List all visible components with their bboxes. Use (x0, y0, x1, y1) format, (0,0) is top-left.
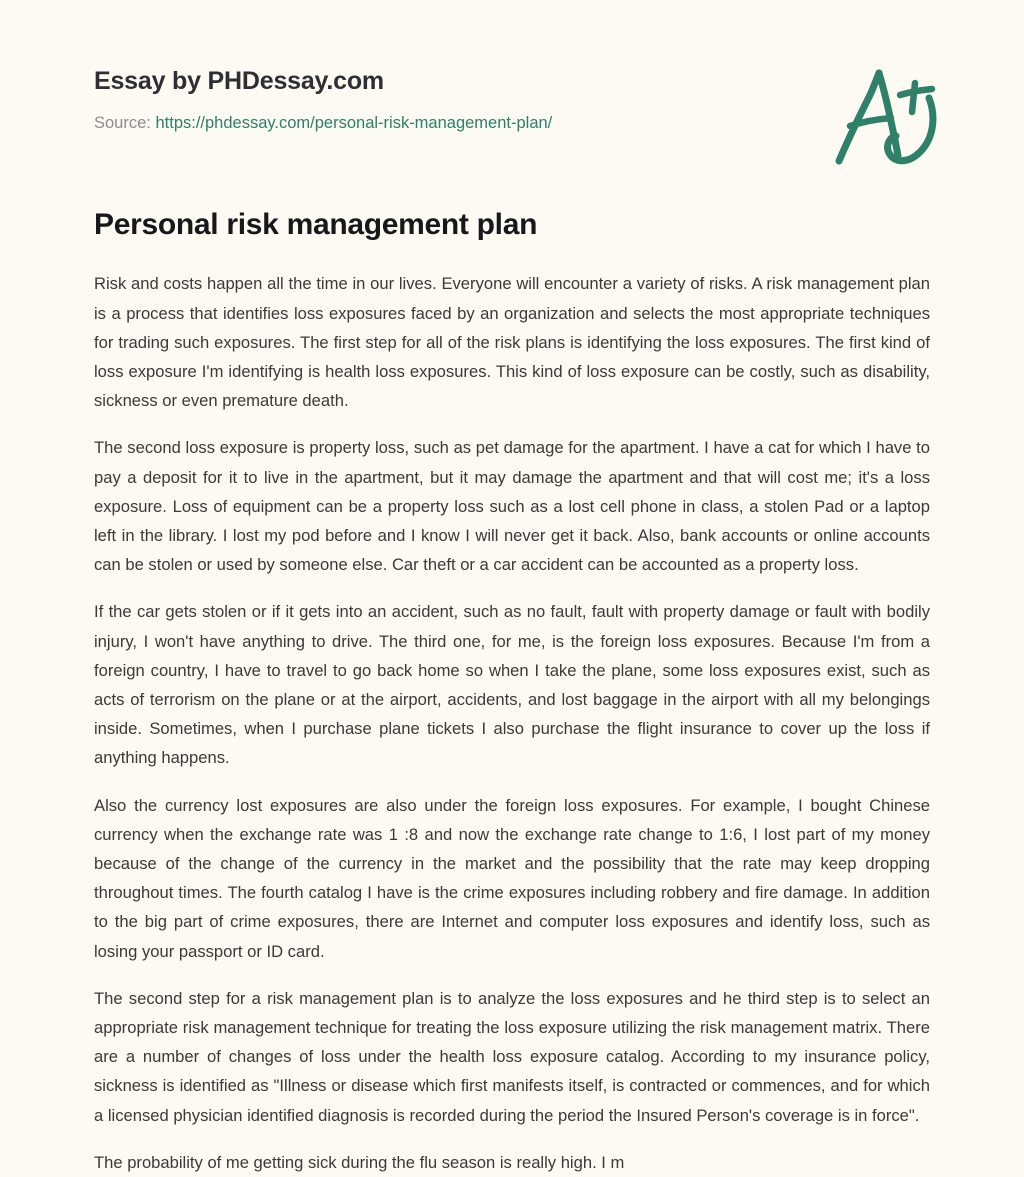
source-line (94, 114, 930, 134)
a-plus-logo-icon (828, 60, 946, 172)
paragraph: The probability of me getting sick during the flu season is really high. I m (94, 1152, 625, 1172)
brand-title: Essay by PHDessay.com (94, 67, 384, 95)
paragraph: Risk and costs happen all the time in our lives. Everyone will encounter a variety of risks. A risk management plan is a process that identifies loss exposures faced by an organization and selects the most appropriate techniques for trading such exposures. The first step for all of the risk plans is identifying the loss exposures. The first kind of loss exposure I'm identifying is health loss exposures. This kind of loss exposure can be costly, such as disability, sickness or even premature death. (94, 274, 930, 411)
article-body (94, 243, 930, 1177)
page-title: Personal risk management plan (94, 208, 538, 242)
paragraph: Also the currency lost exposures are also under the foreign loss exposures. For example, I bought Chinese currency when the exchange rate was 1 :8 and now the exchange rate change to 1:6, I lost part of my money because of the change of the currency in the market and the possibility that the rate may keep dropping throughout times. The fourth catalog I have is the crime exposures including robbery and fire damage. In addition to the big part of crime exposures, there are Internet and computer loss exposures and identify loss, such as losing your passport or ID card. (94, 795, 930, 961)
paragraph: The second step for a risk management plan is to analyze the loss exposures and he third step is to select an appropriate risk management technique for treating the loss exposure utilizing the risk management matrix. There are a number of changes of loss under the health loss exposure catalog. According to my insurance policy, sickness is identified as "Illness or disease which first manifests itself, is contracted or commences, and for which a licensed physician identified diagnosis is recorded during the period the Insured Person's coverage is in force". (94, 988, 930, 1125)
paragraph: The second loss exposure is property loss, such as pet damage for the apartment. I have a cat for which I have to pay a deposit for it to live in the apartment, but it may damage the apartment and that will cost me; it's a loss exposure. Loss of equipment can be a property loss such as a lost cell phone in class, a stolen Pad or a laptop left in the library. I lost my pod before and I know I will never get it back. Also, bank accounts or online accounts can be stolen or used by someone else. Car theft or a car accident can be accounted as a property loss. (94, 438, 930, 575)
source-label: Source: (94, 113, 151, 132)
paragraph: If the car gets stolen or if it gets into an accident, such as no fault, fault with property damage or fault with bodily injury, I won't have anything to drive. The third one, for me, is the foreign loss exposures. Because I'm from a foreign country, I have to travel to go back home so when I take the plane, some loss exposures exist, such as acts of terrorism on the plane or at the airport, accidents, and lost baggage in the airport with all my belongings inside. Sometimes, when I purchase plane tickets I also purchase the flight insurance to cover up the loss if anything happens. (94, 602, 930, 768)
source-url-link[interactable]: https://phdessay.com/personal-risk-management-plan/ (155, 113, 553, 132)
page-header (94, 0, 930, 133)
